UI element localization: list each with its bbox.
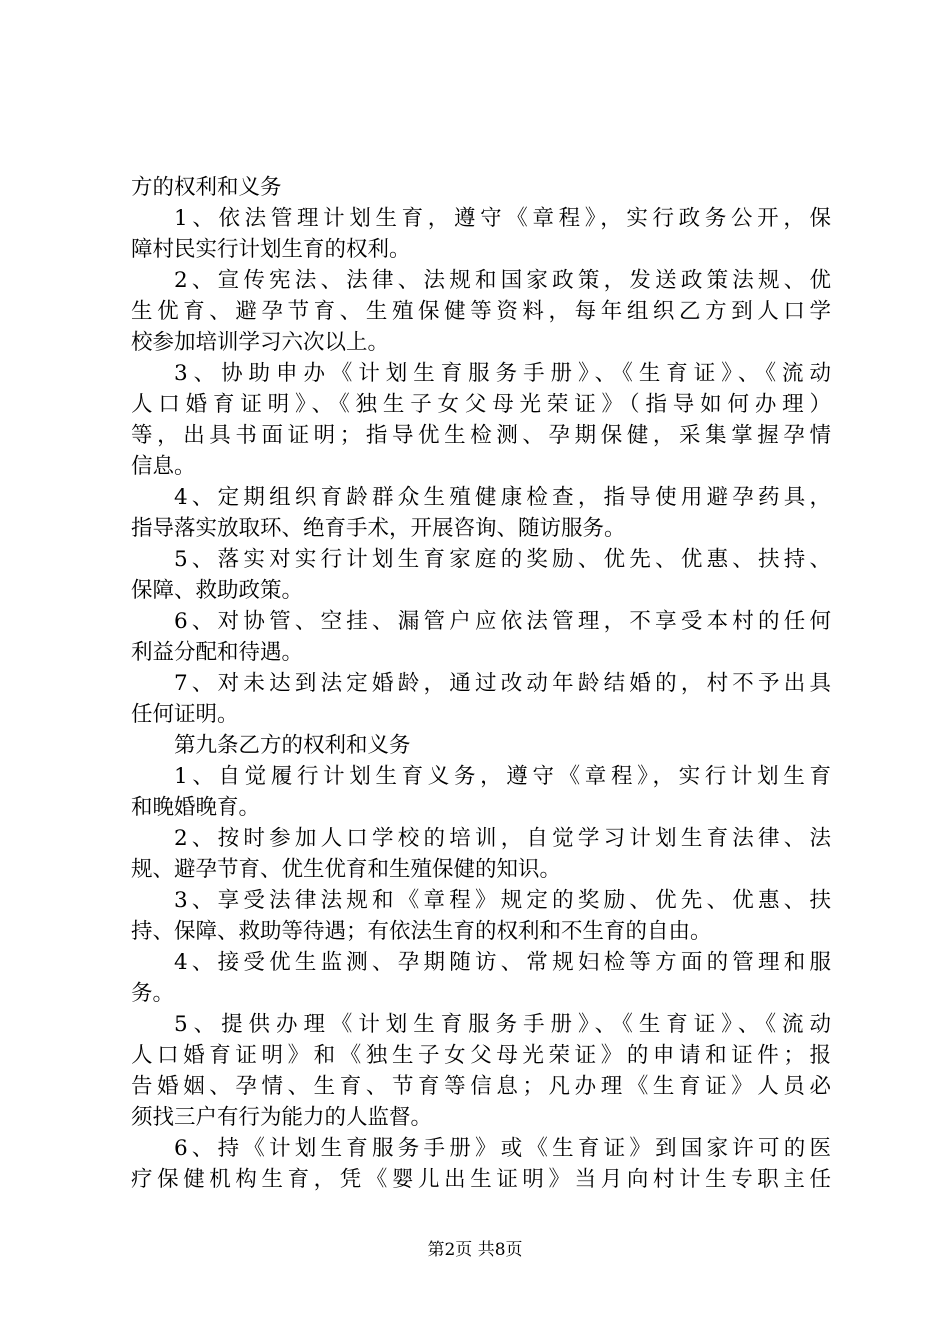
text-line: 2、宣传宪法、法律、法规和国家政策，发送政策法规、优 [174,268,831,293]
text-line: 人口婚育证明》、《独生子女父母光荣证》（指导如何办理） [131,392,831,417]
text-line: 规、避孕节育、优生优育和生殖保健的知识。 [131,857,562,882]
text-line: 任何证明。 [131,702,239,727]
text-line: 7、对未达到法定婚龄，通过改动年龄结婚的，村不予出具 [174,671,831,696]
text-line: 信息。 [131,454,196,479]
text-line: 3、协助申办《计划生育服务手册》、《生育证》、《流动 [174,361,831,386]
page-footer: 第2页 共8页 [427,1240,523,1260]
text-line: 5、提供办理《计划生育服务手册》、《生育证》、《流动 [174,1012,831,1037]
text-line: 疗保健机构生育，凭《婴儿出生证明》当月向村计生专职主任 [131,1167,831,1192]
text-line: 6、持《计划生育服务手册》或《生育证》到国家许可的医 [174,1136,831,1161]
text-line: 和晚婚晚育。 [131,795,261,820]
text-line: 保障、救助政策。 [131,578,304,603]
text-line: 1、依法管理计划生育，遵守《章程》，实行政务公开，保 [174,206,831,231]
text-line: 6、对协管、空挂、漏管户应依法管理，不享受本村的任何 [174,609,831,634]
text-line: 持、保障、救助等待遇；有依法生育的权利和不生育的自由。 [131,919,712,944]
text-line: 告婚姻、孕情、生育、节育等信息；凡办理《生育证》人员必 [131,1074,831,1099]
text-line: 5、落实对实行计划生育家庭的奖励、优先、优惠、扶持、 [174,547,831,572]
text-line: 等，出具书面证明；指导优生检测、孕期保健，采集掌握孕情 [131,423,831,448]
text-line: 第九条乙方的权利和义务 [174,733,411,758]
text-line: 务。 [131,981,175,1006]
text-line: 方的权利和义务 [131,175,282,200]
text-line: 3、享受法律法规和《章程》规定的奖励、优先、优惠、扶 [174,888,831,913]
text-line: 人口婚育证明》和《独生子女父母光荣证》的申请和证件；报 [131,1043,831,1068]
text-line: 2、按时参加人口学校的培训，自觉学习计划生育法律、法 [174,826,831,851]
text-line: 1、自觉履行计划生育义务，遵守《章程》，实行计划生育 [174,764,831,789]
text-line: 利益分配和待遇。 [131,640,304,665]
text-line: 4、接受优生监测、孕期随访、常规妇检等方面的管理和服 [174,950,831,975]
text-line: 4、定期组织育龄群众生殖健康检查，指导使用避孕药具， [174,485,831,510]
text-line: 生优育、避孕节育、生殖保健等资料，每年组织乙方到人口学 [131,299,831,324]
text-line: 指导落实放取环、绝育手术，开展咨询、随访服务。 [131,516,626,541]
text-line: 须找三户有行为能力的人监督。 [131,1105,433,1130]
text-line: 障村民实行计划生育的权利。 [131,237,411,262]
document-body [131,172,831,1195]
text-line: 校参加培训学习六次以上。 [131,330,390,355]
